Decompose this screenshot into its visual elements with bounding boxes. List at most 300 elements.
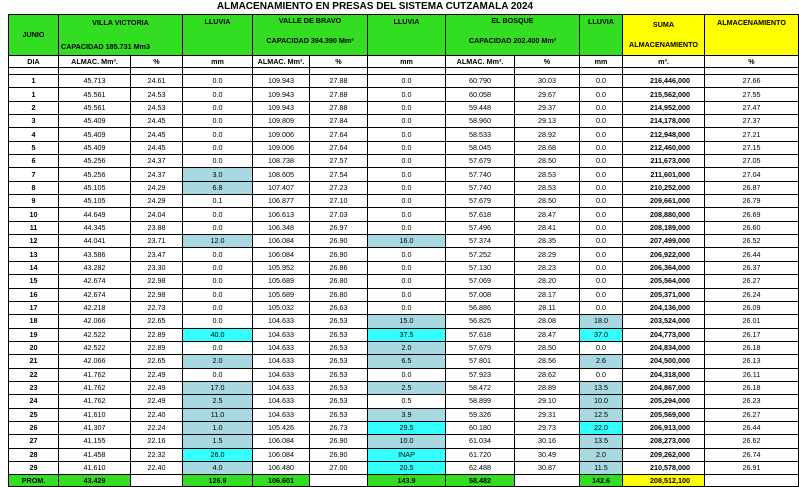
- cell-vb-rain: 0.0: [368, 75, 446, 88]
- cell-vb-rain: 15.0: [368, 315, 446, 328]
- cell-vb-storage: 105.032: [253, 301, 310, 314]
- cell-vv-rain: 40.0: [183, 328, 253, 341]
- cell-vv-storage: 45.409: [59, 115, 131, 128]
- cell-vb-storage: 109.006: [253, 141, 310, 154]
- cell-eb-percent: 28.20: [515, 275, 580, 288]
- cell-day: 18: [9, 315, 59, 328]
- cell-vv-percent: 24.53: [131, 101, 183, 114]
- average-vv-storage: 43.429: [59, 475, 131, 487]
- cell-vb-rain: INAP: [368, 448, 446, 461]
- cell-total-percent: 26.60: [705, 221, 799, 234]
- cell-vb-percent: 26.90: [310, 435, 368, 448]
- table-row: [9, 141, 799, 154]
- cell-vv-rain: 17.0: [183, 381, 253, 394]
- lluvia-header-3: LLUVIA: [580, 15, 623, 56]
- cell-total-percent: 26.91: [705, 461, 799, 474]
- cell-eb-rain: 0.0: [580, 235, 623, 248]
- cell-eb-percent: 28.68: [515, 141, 580, 154]
- cell-eb-percent: 30.87: [515, 461, 580, 474]
- cell-vb-rain: 0.0: [368, 301, 446, 314]
- cell-vb-rain: 0.0: [368, 195, 446, 208]
- cell-vb-storage: 109.943: [253, 101, 310, 114]
- cell-day: 4: [9, 128, 59, 141]
- table-row: [9, 75, 799, 88]
- cell-vv-percent: 22.65: [131, 355, 183, 368]
- cell-vv-storage: 45.409: [59, 141, 131, 154]
- cell-eb-rain: 37.0: [580, 328, 623, 341]
- cell-vb-storage: 109.006: [253, 128, 310, 141]
- cell-eb-percent: 28.53: [515, 168, 580, 181]
- cell-total-storage: 209,661,000: [623, 195, 705, 208]
- cell-vb-storage: 105.689: [253, 275, 310, 288]
- table-row: [9, 368, 799, 381]
- table-row: [9, 101, 799, 114]
- cell-vv-storage: 42.066: [59, 315, 131, 328]
- cell-vv-storage: 41.155: [59, 435, 131, 448]
- cell-vv-percent: 24.37: [131, 155, 183, 168]
- cell-vv-percent: 22.16: [131, 435, 183, 448]
- cell-eb-storage: 58.960: [446, 115, 515, 128]
- cell-vb-storage: 104.633: [253, 395, 310, 408]
- cell-eb-storage: 58.899: [446, 395, 515, 408]
- cell-vv-percent: 24.53: [131, 88, 183, 101]
- cell-eb-rain: 0.0: [580, 195, 623, 208]
- cell-total-storage: 209,262,000: [623, 448, 705, 461]
- cell-vv-percent: 22.65: [131, 315, 183, 328]
- cell-total-percent: 26.24: [705, 288, 799, 301]
- cell-vb-rain: 0.0: [368, 141, 446, 154]
- cell-eb-rain: 0.0: [580, 181, 623, 194]
- cell-eb-rain: 13.5: [580, 381, 623, 394]
- cell-vb-rain: 37.5: [368, 328, 446, 341]
- cell-vb-storage: 106.877: [253, 195, 310, 208]
- cell-vv-rain: 0.0: [183, 261, 253, 274]
- cell-eb-percent: 28.41: [515, 221, 580, 234]
- lluvia-header-2: LLUVIA: [368, 15, 446, 56]
- lluvia-header-1: LLUVIA: [183, 15, 253, 56]
- cell-eb-percent: 28.23: [515, 261, 580, 274]
- cell-vb-percent: 27.84: [310, 115, 368, 128]
- cell-eb-storage: 56.825: [446, 315, 515, 328]
- cell-eb-storage: 58.533: [446, 128, 515, 141]
- cell-vb-rain: 0.0: [368, 168, 446, 181]
- cell-eb-rain: 0.0: [580, 115, 623, 128]
- cell-vb-percent: 26.53: [310, 368, 368, 381]
- cell-vb-rain: 0.0: [368, 248, 446, 261]
- cell-total-storage: 211,601,000: [623, 168, 705, 181]
- cell-eb-storage: 57.679: [446, 341, 515, 354]
- cell-total-storage: 204,773,000: [623, 328, 705, 341]
- cell-total-storage: 205,569,000: [623, 408, 705, 421]
- cell-vv-storage: 41.610: [59, 408, 131, 421]
- table-row: [9, 181, 799, 194]
- cell-total-storage: 206,922,000: [623, 248, 705, 261]
- cell-total-storage: 210,578,000: [623, 461, 705, 474]
- cell-total-percent: 26.17: [705, 328, 799, 341]
- cell-eb-storage: 62.488: [446, 461, 515, 474]
- table-row: [9, 381, 799, 394]
- cell-total-storage: 207,499,000: [623, 235, 705, 248]
- cell-eb-storage: 57.740: [446, 168, 515, 181]
- cell-total-percent: 26.74: [705, 448, 799, 461]
- cell-vv-rain: 0.0: [183, 368, 253, 381]
- villa-victoria-header: [59, 15, 183, 56]
- cell-vb-percent: 26.53: [310, 355, 368, 368]
- cell-eb-storage: 57.679: [446, 195, 515, 208]
- cell-vb-rain: 2.5: [368, 381, 446, 394]
- cell-vb-rain: 0.0: [368, 115, 446, 128]
- cell-vb-storage: 106.084: [253, 248, 310, 261]
- cell-total-storage: 208,880,000: [623, 208, 705, 221]
- cell-day: 8: [9, 181, 59, 194]
- cell-vb-storage: 104.633: [253, 368, 310, 381]
- suma-header: [623, 15, 705, 56]
- cell-vv-storage: 44.649: [59, 208, 131, 221]
- cell-eb-rain: 10.0: [580, 395, 623, 408]
- cell-total-percent: 26.11: [705, 368, 799, 381]
- average-total-percent: [705, 475, 799, 487]
- cell-eb-rain: 0.0: [580, 155, 623, 168]
- cell-vb-rain: 0.0: [368, 261, 446, 274]
- cell-eb-percent: 30.49: [515, 448, 580, 461]
- month-header: JUNIO: [9, 15, 59, 56]
- subheader-total-storage: m³.: [623, 56, 705, 68]
- cell-vb-percent: 27.88: [310, 75, 368, 88]
- cell-vb-storage: 104.633: [253, 408, 310, 421]
- cell-total-percent: 27.04: [705, 168, 799, 181]
- cell-vv-percent: 24.45: [131, 128, 183, 141]
- average-eb-storage: 58.482: [446, 475, 515, 487]
- cell-total-storage: 204,500,000: [623, 355, 705, 368]
- cell-vv-rain: 0.0: [183, 155, 253, 168]
- cell-eb-percent: 28.17: [515, 288, 580, 301]
- table-row: [9, 341, 799, 354]
- cell-total-percent: 27.15: [705, 141, 799, 154]
- cell-vb-rain: 20.5: [368, 461, 446, 474]
- cell-vv-rain: 0.0: [183, 128, 253, 141]
- average-vb-rain: 143.9: [368, 475, 446, 487]
- cell-eb-storage: 56.886: [446, 301, 515, 314]
- cell-vv-percent: 24.29: [131, 195, 183, 208]
- cell-vb-percent: 27.64: [310, 141, 368, 154]
- cell-vv-rain: 1.0: [183, 421, 253, 434]
- cell-vb-percent: 26.53: [310, 381, 368, 394]
- cell-vv-percent: 22.73: [131, 301, 183, 314]
- cell-vb-storage: 106.480: [253, 461, 310, 474]
- cell-vb-storage: 106.084: [253, 435, 310, 448]
- subheader-vv-storage: ALMAC. Mm³.: [59, 56, 131, 68]
- cell-eb-storage: 58.045: [446, 141, 515, 154]
- cell-eb-rain: 2.6: [580, 355, 623, 368]
- cell-total-percent: 27.55: [705, 88, 799, 101]
- cell-vb-percent: 27.10: [310, 195, 368, 208]
- cell-day: 12: [9, 235, 59, 248]
- cell-vb-storage: 108.738: [253, 155, 310, 168]
- cell-vv-storage: 45.409: [59, 128, 131, 141]
- cell-vb-percent: 27.88: [310, 88, 368, 101]
- cell-vb-percent: 26.53: [310, 328, 368, 341]
- cell-eb-percent: 28.50: [515, 195, 580, 208]
- table-row: [9, 421, 799, 434]
- cell-eb-rain: 0.0: [580, 261, 623, 274]
- cell-vv-rain: 0.0: [183, 88, 253, 101]
- cell-total-percent: 26.13: [705, 355, 799, 368]
- cell-eb-rain: 0.0: [580, 275, 623, 288]
- cell-vv-percent: 23.30: [131, 261, 183, 274]
- cell-total-storage: 208,273,000: [623, 435, 705, 448]
- report-title: ALMACENAMIENTO EN PRESAS DEL SISTEMA CUTZAMALA 2024: [216, 1, 534, 12]
- cell-eb-storage: 57.008: [446, 288, 515, 301]
- cell-total-percent: 26.44: [705, 421, 799, 434]
- table-row: [9, 275, 799, 288]
- cell-vb-percent: 27.03: [310, 208, 368, 221]
- cell-eb-rain: 0.0: [580, 208, 623, 221]
- cell-total-storage: 214,178,000: [623, 115, 705, 128]
- cell-vv-rain: 4.0: [183, 461, 253, 474]
- cell-total-storage: 206,913,000: [623, 421, 705, 434]
- cell-vv-storage: 41.458: [59, 448, 131, 461]
- cell-vb-storage: 109.943: [253, 75, 310, 88]
- table-row: [9, 395, 799, 408]
- cell-eb-percent: 28.50: [515, 341, 580, 354]
- average-total-storage: 208,512,100: [623, 475, 705, 487]
- cell-day: 9: [9, 195, 59, 208]
- cell-vb-percent: 26.80: [310, 288, 368, 301]
- cell-vb-rain: 29.5: [368, 421, 446, 434]
- cell-eb-storage: 60.058: [446, 88, 515, 101]
- cell-vb-percent: 27.00: [310, 461, 368, 474]
- cell-vv-rain: 2.5: [183, 395, 253, 408]
- cell-total-percent: 26.79: [705, 195, 799, 208]
- table-row: [9, 301, 799, 314]
- cell-total-storage: 208,189,000: [623, 221, 705, 234]
- cell-vb-storage: 108.605: [253, 168, 310, 181]
- cell-day: 25: [9, 408, 59, 421]
- cell-eb-storage: 61.720: [446, 448, 515, 461]
- table-row: [9, 221, 799, 234]
- cell-eb-storage: 57.679: [446, 155, 515, 168]
- cell-eb-percent: 28.53: [515, 181, 580, 194]
- cell-vv-percent: 22.40: [131, 408, 183, 421]
- table-row: [9, 435, 799, 448]
- cell-total-percent: 26.27: [705, 408, 799, 421]
- cell-total-storage: 204,834,000: [623, 341, 705, 354]
- cell-vb-rain: 0.0: [368, 288, 446, 301]
- cell-eb-rain: 0.0: [580, 248, 623, 261]
- valle-de-bravo-header: [253, 15, 368, 56]
- cell-eb-storage: 60.790: [446, 75, 515, 88]
- cell-vb-percent: 26.97: [310, 221, 368, 234]
- table-row: [9, 448, 799, 461]
- cell-vv-storage: 41.610: [59, 461, 131, 474]
- cell-eb-storage: 60.180: [446, 421, 515, 434]
- cell-total-storage: 210,252,000: [623, 181, 705, 194]
- cell-vv-storage: 45.713: [59, 75, 131, 88]
- cell-vb-rain: 0.0: [368, 128, 446, 141]
- cell-eb-rain: 12.5: [580, 408, 623, 421]
- cell-vb-rain: 0.0: [368, 101, 446, 114]
- subheader-eb-rain: mm: [580, 56, 623, 68]
- cell-total-storage: 206,364,000: [623, 261, 705, 274]
- cell-vv-rain: 0.0: [183, 275, 253, 288]
- cell-eb-percent: 28.56: [515, 355, 580, 368]
- cell-vv-storage: 42.218: [59, 301, 131, 314]
- cell-eb-storage: 57.252: [446, 248, 515, 261]
- cell-eb-rain: 0.0: [580, 75, 623, 88]
- cell-eb-percent: 28.47: [515, 208, 580, 221]
- cell-total-storage: 205,564,000: [623, 275, 705, 288]
- cell-total-storage: 205,294,000: [623, 395, 705, 408]
- cell-total-percent: 27.37: [705, 115, 799, 128]
- cell-eb-percent: 30.16: [515, 435, 580, 448]
- cell-day: 11: [9, 221, 59, 234]
- cell-vv-storage: 42.522: [59, 341, 131, 354]
- average-vb-storage: 106.601: [253, 475, 310, 487]
- cell-day: 1: [9, 75, 59, 88]
- storage-table: [8, 14, 799, 487]
- cell-vb-storage: 107.407: [253, 181, 310, 194]
- cell-vv-rain: 0.0: [183, 341, 253, 354]
- cell-eb-percent: 28.50: [515, 155, 580, 168]
- villa-victoria-name: VILLA VICTORIA: [92, 18, 149, 27]
- cell-vv-percent: 22.49: [131, 395, 183, 408]
- cell-vv-percent: 23.71: [131, 235, 183, 248]
- cell-eb-percent: 28.29: [515, 248, 580, 261]
- cell-day: 16: [9, 288, 59, 301]
- cell-eb-storage: 57.618: [446, 328, 515, 341]
- subheader-vb-rain: mm: [368, 56, 446, 68]
- cell-eb-storage: 57.740: [446, 181, 515, 194]
- subheader-total-percent: %: [705, 56, 799, 68]
- cell-eb-percent: 28.35: [515, 235, 580, 248]
- cell-vv-rain: 0.0: [183, 221, 253, 234]
- cell-eb-percent: 28.62: [515, 368, 580, 381]
- average-row: [9, 475, 799, 487]
- cell-total-percent: 26.09: [705, 301, 799, 314]
- cell-vb-rain: 0.0: [368, 88, 446, 101]
- cell-total-percent: 26.87: [705, 181, 799, 194]
- cell-eb-percent: 29.10: [515, 395, 580, 408]
- cell-vb-rain: 0.0: [368, 221, 446, 234]
- cell-eb-storage: 57.923: [446, 368, 515, 381]
- cell-total-storage: 212,460,000: [623, 141, 705, 154]
- cell-vb-rain: 0.0: [368, 208, 446, 221]
- cell-eb-rain: 0.0: [580, 101, 623, 114]
- cell-vv-rain: 0.0: [183, 315, 253, 328]
- cell-eb-rain: 0.0: [580, 368, 623, 381]
- cell-eb-percent: 29.73: [515, 421, 580, 434]
- valle-de-bravo-capacity: CAPACIDAD 394.390 Mm³: [266, 36, 354, 45]
- cell-vv-storage: 45.105: [59, 195, 131, 208]
- average-eb-rain: 142.6: [580, 475, 623, 487]
- subheader-vb-storage: ALMAC. Mm³.: [253, 56, 310, 68]
- cell-eb-storage: 57.130: [446, 261, 515, 274]
- cell-total-storage: 204,867,000: [623, 381, 705, 394]
- cell-vv-storage: 43.586: [59, 248, 131, 261]
- cell-vb-storage: 104.633: [253, 355, 310, 368]
- cell-vb-percent: 26.53: [310, 341, 368, 354]
- cell-total-percent: 27.21: [705, 128, 799, 141]
- cell-vb-rain: 0.0: [368, 155, 446, 168]
- cell-eb-rain: 11.5: [580, 461, 623, 474]
- cell-vv-rain: 3.0: [183, 168, 253, 181]
- cell-vb-percent: 27.54: [310, 168, 368, 181]
- table-row: [9, 235, 799, 248]
- cell-vv-percent: 22.32: [131, 448, 183, 461]
- cell-vv-percent: 24.45: [131, 141, 183, 154]
- cell-eb-percent: 29.37: [515, 101, 580, 114]
- cell-total-percent: 26.01: [705, 315, 799, 328]
- table-row: [9, 288, 799, 301]
- table-row: [9, 461, 799, 474]
- cell-vv-percent: 22.49: [131, 381, 183, 394]
- cell-vb-storage: 105.426: [253, 421, 310, 434]
- cell-day: 10: [9, 208, 59, 221]
- cell-eb-rain: 13.5: [580, 435, 623, 448]
- cell-vv-storage: 42.522: [59, 328, 131, 341]
- cell-day: 20: [9, 341, 59, 354]
- table-row: [9, 168, 799, 181]
- cell-eb-rain: 0.0: [580, 341, 623, 354]
- cell-vv-storage: 45.561: [59, 101, 131, 114]
- cell-eb-storage: 59.448: [446, 101, 515, 114]
- cell-total-percent: 27.47: [705, 101, 799, 114]
- cell-vv-storage: 45.256: [59, 168, 131, 181]
- cell-vv-rain: 0.1: [183, 195, 253, 208]
- cell-eb-rain: 0.0: [580, 301, 623, 314]
- cell-vb-percent: 26.73: [310, 421, 368, 434]
- cell-total-storage: 211,673,000: [623, 155, 705, 168]
- cell-vb-percent: 26.53: [310, 395, 368, 408]
- cell-day: 15: [9, 275, 59, 288]
- cell-vb-rain: 0.0: [368, 181, 446, 194]
- cell-eb-storage: 57.618: [446, 208, 515, 221]
- cell-total-percent: 26.18: [705, 381, 799, 394]
- cell-day: 22: [9, 368, 59, 381]
- cell-eb-percent: 30.03: [515, 75, 580, 88]
- cell-day: 21: [9, 355, 59, 368]
- cell-day: 23: [9, 381, 59, 394]
- table-row: [9, 328, 799, 341]
- subheader-vv-percent: %: [131, 56, 183, 68]
- cell-vv-percent: 22.24: [131, 421, 183, 434]
- cell-vb-storage: 106.613: [253, 208, 310, 221]
- suma-almacenamiento-label: ALMACENAMIENTO: [629, 40, 698, 49]
- cell-vb-rain: 3.9: [368, 408, 446, 421]
- cell-vv-rain: 2.0: [183, 355, 253, 368]
- cell-vb-percent: 27.88: [310, 101, 368, 114]
- cell-vb-percent: 26.86: [310, 261, 368, 274]
- cell-vv-percent: 23.47: [131, 248, 183, 261]
- cell-vb-storage: 106.084: [253, 448, 310, 461]
- cell-eb-rain: 2.0: [580, 448, 623, 461]
- cell-vv-storage: 45.561: [59, 88, 131, 101]
- cell-vb-percent: 26.80: [310, 275, 368, 288]
- cell-vv-storage: 45.256: [59, 155, 131, 168]
- cell-vb-storage: 105.952: [253, 261, 310, 274]
- table-row: [9, 155, 799, 168]
- cell-day: 27: [9, 435, 59, 448]
- cell-vv-percent: 22.40: [131, 461, 183, 474]
- cell-total-percent: 26.18: [705, 341, 799, 354]
- cell-eb-rain: 0.0: [580, 221, 623, 234]
- cell-eb-percent: 28.89: [515, 381, 580, 394]
- cell-vv-percent: 22.89: [131, 341, 183, 354]
- cell-vv-rain: 0.0: [183, 208, 253, 221]
- cell-vv-storage: 41.762: [59, 395, 131, 408]
- almacenamiento-header: ALMACENAMIENTO: [705, 15, 799, 56]
- cell-total-percent: 26.37: [705, 261, 799, 274]
